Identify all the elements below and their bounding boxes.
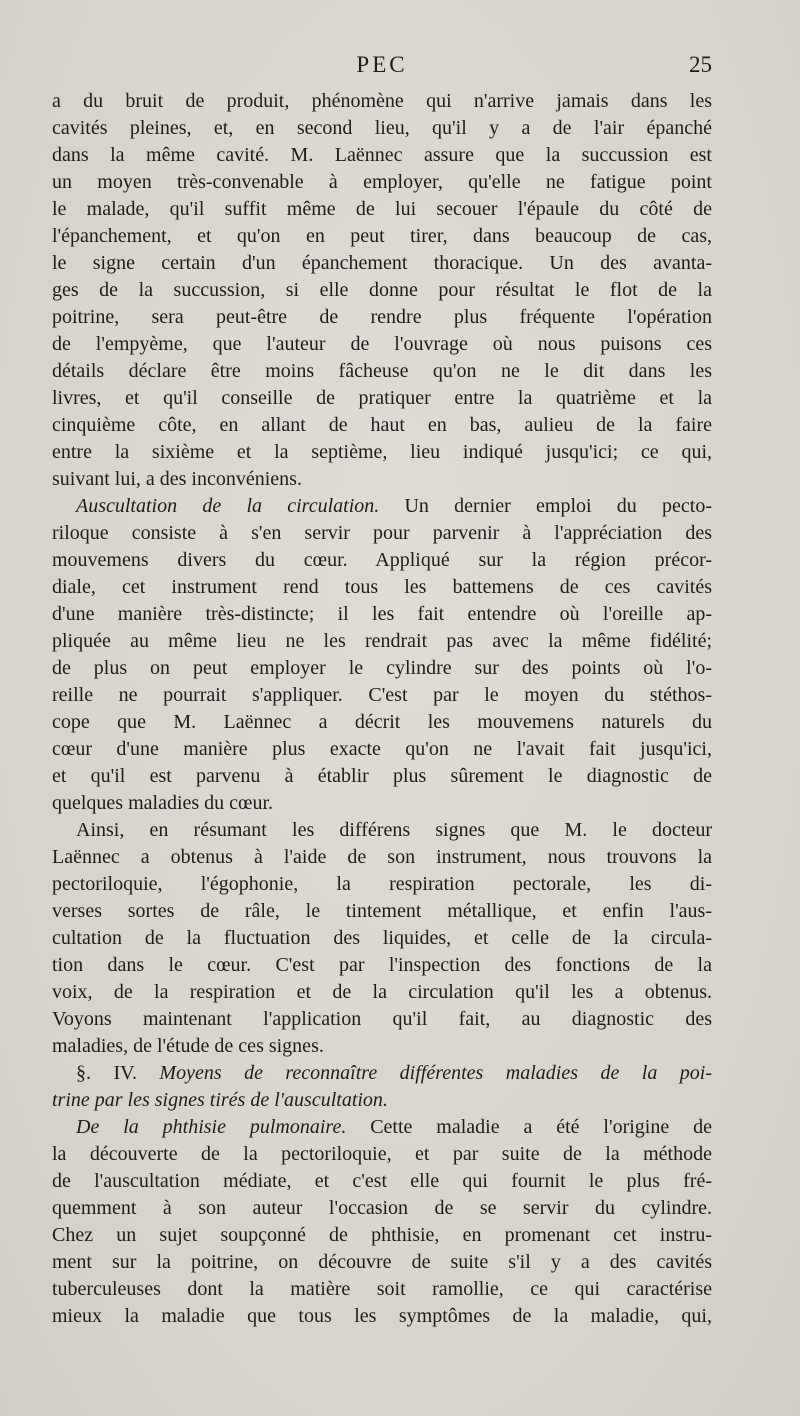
line-text: pliquée au même lieu ne les rendrait pas avec la même fidélité;: [52, 630, 712, 652]
running-head: PEC: [356, 52, 408, 77]
line-text: mieux la maladie que tous les symptômes de la maladie, qui,: [52, 1305, 712, 1327]
text-line: [52, 1249, 712, 1276]
line-text: diale, cet instrument rend tous les battemens de ces cavités: [52, 576, 712, 598]
line-text: la découverte de la pectoriloquie, et par suite de la méthode: [52, 1143, 712, 1165]
line-text: pectoriloquie, l'égophonie, la respiration pectorale, les di-: [52, 873, 712, 895]
line-text: Un dernier emploi du pecto-: [379, 495, 712, 517]
line-text: le malade, qu'il suffit même de lui secouer l'épaule du côté de: [52, 198, 712, 220]
text-line: [52, 520, 712, 547]
text-line: [52, 601, 712, 628]
italic-heading: Moyens de reconnaître différentes maladies de la poi-: [159, 1062, 712, 1084]
line-text: entre la sixième et la septième, lieu indiqué jusqu'ici; ce qui,: [52, 441, 712, 463]
line-text: cinquième côte, en allant de haut en bas, aulieu de la faire: [52, 414, 712, 436]
text-line: [52, 88, 712, 115]
text-line: [52, 952, 712, 979]
text-line: [52, 115, 712, 142]
line-text: cœur d'une manière plus exacte qu'on ne l'avait fait jusqu'ici,: [52, 738, 712, 760]
line-text: l'épanchement, et qu'on en peut tirer, dans beaucoup de cas,: [52, 225, 712, 247]
text-line: [52, 250, 712, 277]
section-mark: §. IV.: [76, 1062, 160, 1084]
text-line: [52, 304, 712, 331]
text-line: [52, 871, 712, 898]
text-line: [52, 1168, 712, 1195]
text-line: [52, 439, 712, 466]
text-line: [52, 142, 712, 169]
text-line: [52, 817, 712, 844]
line-text: cope que M. Laënnec a décrit les mouvemens naturels du: [52, 711, 712, 733]
line-text: tuberculeuses dont la matière soit ramollie, ce qui caractérise: [52, 1278, 712, 1300]
line-text: le signe certain d'un épanchement thoracique. Un des avanta-: [52, 252, 712, 274]
text-line: [52, 1195, 712, 1222]
line-text: verses sortes de râle, le tintement métallique, et enfin l'aus-: [52, 900, 712, 922]
line-text: maladies, de l'étude de ces signes.: [52, 1035, 324, 1057]
text-line: [52, 1006, 712, 1033]
text-line: [52, 223, 712, 250]
text-line: [52, 574, 712, 601]
line-text: un moyen très-convenable à employer, qu'elle ne fatigue point: [52, 171, 712, 193]
line-text: ges de la succussion, si elle donne pour résultat le flot de la: [52, 279, 712, 301]
line-text: a du bruit de produit, phénomène qui n'arrive jamais dans les: [52, 90, 712, 112]
text-line: [52, 277, 712, 304]
line-text: livres, et qu'il conseille de pratiquer entre la quatrième et la: [52, 387, 712, 409]
text-line: [52, 547, 712, 574]
text-line: [52, 412, 712, 439]
line-text: riloque consiste à s'en servir pour parvenir à l'appréciation des: [52, 522, 712, 544]
italic-heading: De la phthisie pulmonaire.: [76, 1116, 347, 1138]
text-line: [52, 763, 712, 790]
text-line: [52, 1141, 712, 1168]
line-text: Chez un sujet soupçonné de phthisie, en promenant cet instru-: [52, 1224, 712, 1246]
text-line: [52, 1276, 712, 1303]
line-text: et qu'il est parvenu à établir plus sûrement le diagnostic de: [52, 765, 712, 787]
line-text: voix, de la respiration et de la circulation qu'il les a obtenus.: [52, 981, 712, 1003]
line-text: Laënnec a obtenus à l'aide de son instrument, nous trouvons la: [52, 846, 712, 868]
line-text: de l'auscultation médiate, et c'est elle qui fournit le plus fré-: [52, 1170, 712, 1192]
line-text: détails déclare être moins fâcheuse qu'on ne le dit dans les: [52, 360, 712, 382]
text-line: [52, 1114, 712, 1141]
text-line: [52, 1222, 712, 1249]
text-line: [52, 682, 712, 709]
text-line: [52, 493, 712, 520]
text-line: [52, 925, 712, 952]
text-line: [52, 979, 712, 1006]
line-text: cultation de la fluctuation des liquides, et celle de la circula-: [52, 927, 712, 949]
line-text: tion dans le cœur. C'est par l'inspection des fonctions de la: [52, 954, 712, 976]
text-line: [52, 1303, 712, 1330]
body-text: [52, 88, 712, 1330]
text-line: [52, 844, 712, 871]
line-text: mouvemens divers du cœur. Appliqué sur la région précor-: [52, 549, 712, 571]
line-text: suivant lui, a des inconvéniens.: [52, 468, 302, 490]
text-line: [52, 466, 712, 493]
line-text: quemment à son auteur l'occasion de se servir du cylindre.: [52, 1197, 712, 1219]
line-text: de l'empyème, que l'auteur de l'ouvrage où nous puisons ces: [52, 333, 712, 355]
text-line: [52, 790, 712, 817]
text-line: [52, 655, 712, 682]
text-line: [52, 628, 712, 655]
page-number: 25: [689, 52, 712, 77]
line-text: cavités pleines, et, en second lieu, qu'il y a de l'air épanché: [52, 117, 712, 139]
line-text: Voyons maintenant l'application qu'il fait, au diagnostic des: [52, 1008, 712, 1030]
line-text: reille ne pourrait s'appliquer. C'est par le moyen du stéthos-: [52, 684, 712, 706]
line-text: quelques maladies du cœur.: [52, 792, 274, 814]
line-text: de plus on peut employer le cylindre sur des points où l'o-: [52, 657, 712, 679]
line-text: dans la même cavité. M. Laënnec assure que la succussion est: [52, 144, 712, 166]
text-line: [52, 1087, 712, 1114]
text-line: [52, 358, 712, 385]
italic-heading: Auscultation de la circulation.: [76, 495, 380, 517]
italic-heading: trine par les signes tirés de l'auscultation.: [52, 1089, 388, 1111]
line-text: Cette maladie a été l'origine de: [346, 1116, 712, 1138]
text-line: [52, 898, 712, 925]
line-text: poitrine, sera peut-être de rendre plus fréquente l'opération: [52, 306, 712, 328]
text-line: [52, 736, 712, 763]
page-header: [52, 52, 712, 82]
text-line: [52, 331, 712, 358]
text-line: [52, 169, 712, 196]
line-text: ment sur la poitrine, on découvre de suite s'il y a des cavités: [52, 1251, 712, 1273]
text-line: [52, 709, 712, 736]
text-line: [52, 1060, 712, 1087]
line-text: Ainsi, en résumant les différens signes que M. le docteur: [76, 819, 712, 841]
text-line: [52, 1033, 712, 1060]
text-line: [52, 196, 712, 223]
text-line: [52, 385, 712, 412]
line-text: d'une manière très-distincte; il les fait entendre où l'oreille ap-: [52, 603, 712, 625]
